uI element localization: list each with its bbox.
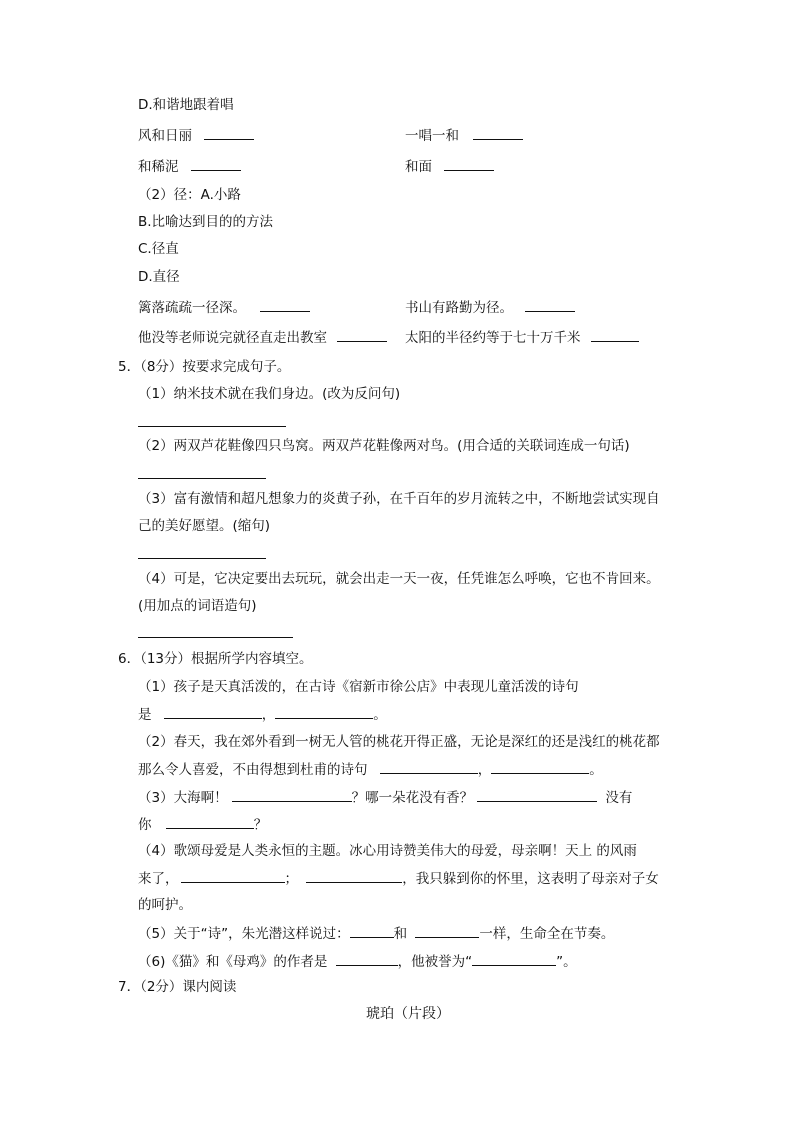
answer-blank[interactable] <box>350 924 394 938</box>
q4-row2-right <box>405 157 494 176</box>
text: ？哪一朵花没有香？ <box>351 790 474 806</box>
text: ，他被誉为“ <box>397 954 473 970</box>
q4-row1-left <box>138 126 254 145</box>
answer-blank[interactable] <box>275 705 373 719</box>
text: ，我只躲到你的怀里，这表明了母亲对子女 <box>402 871 659 887</box>
answer-blank[interactable] <box>525 298 575 312</box>
sentence: 书山有路勤为径。 <box>405 300 513 316</box>
text: （6)《猫》和《母鸡》的作者是 <box>138 954 328 970</box>
q7-heading: 7．（2分）课内阅读 <box>118 979 237 995</box>
answer-blank[interactable] <box>415 924 479 938</box>
q5-sub1: （1）纳米技术就在我们身边。(改为反问句) <box>138 386 401 402</box>
answer-blank[interactable] <box>473 126 523 140</box>
q5-sub2: （2）两双芦花鞋像四只鸟窝。两双芦花鞋像两对鸟。(用合适的关联词连成一句话) <box>138 438 630 454</box>
answer-blank[interactable] <box>232 788 352 802</box>
sentence: 篱落疏疏一径深。 <box>138 300 246 316</box>
q5-sub3-line2: 己的美好愿望。(缩句) <box>138 518 271 534</box>
sentence: 太阳的半径约等于七十万千米 <box>405 330 581 346</box>
answer-blank[interactable] <box>591 328 639 342</box>
q6-sub5 <box>138 924 614 943</box>
q4-sub2-option-b: B.比喻达到目的的方法 <box>138 214 274 230</box>
text: （5）关于“诗”，朱光潜这样说过： <box>138 926 350 942</box>
answer-blank[interactable] <box>204 126 254 140</box>
word: 风和日丽 <box>138 128 192 144</box>
q5-sub1-answer-line[interactable] <box>138 426 286 427</box>
q6-sub3-line2 <box>138 815 267 834</box>
q4-sub2-option-c: C.径直 <box>138 241 179 257</box>
answer-blank[interactable] <box>491 760 589 774</box>
semicolon: ； <box>284 871 298 887</box>
q6-sub4-line1: （4）歌颂母爱是人类永恒的主题。冰心用诗赞美伟大的母爱，母亲啊！天上 的风雨 <box>138 843 637 859</box>
q6-sub4-line3: 的呵护。 <box>138 897 192 913</box>
answer-blank[interactable] <box>380 760 478 774</box>
q6-sub1-line1: （1）孩子是天真活泼的，在古诗《宿新市徐公店》中表现儿童活泼的诗句 <box>138 679 579 695</box>
text: ”。 <box>556 954 577 970</box>
q4-row4-left <box>138 328 387 347</box>
q5-sub2-answer-line[interactable] <box>138 478 266 479</box>
answer-blank[interactable] <box>166 815 254 829</box>
period: 。 <box>589 762 603 778</box>
q5-sub4-answer-line[interactable] <box>138 637 293 638</box>
passage-title: 琥珀（片段） <box>366 1006 450 1022</box>
text: ？ <box>253 817 268 833</box>
q6-sub6 <box>138 952 577 971</box>
answer-blank[interactable] <box>444 157 494 171</box>
q5-sub4-line1: （4）可是，它决定要出去玩玩，就会出走一天一夜，任凭谁怎么呼唤，它也不肯回来。 <box>138 571 660 587</box>
q6-sub3-line1 <box>138 788 632 807</box>
word: 和面 <box>405 159 432 175</box>
q4-row3-left <box>138 298 310 317</box>
answer-blank[interactable] <box>260 298 310 312</box>
text: 那么令人喜爱，不由得想到杜甫的诗句 <box>138 762 368 778</box>
comma: ， <box>261 707 276 723</box>
q4-row4-right <box>405 328 639 347</box>
answer-blank[interactable] <box>164 705 262 719</box>
q5-sub3-line1: （3）富有激情和超凡想象力的炎黄子孙，在千百年的岁月流转之中，不断地尝试实现自 <box>138 491 660 507</box>
period: 。 <box>373 707 387 723</box>
q6-sub2-line1: （2）春天，我在郊外看到一树无人管的桃花开得正盛，无论是深红的还是浅红的桃花都 <box>138 734 660 750</box>
text: 没有 <box>605 790 633 806</box>
word: 和稀泥 <box>138 159 179 175</box>
q5-sub3-answer-line[interactable] <box>138 558 266 559</box>
q4-row1-right <box>405 126 523 145</box>
answer-blank[interactable] <box>191 157 241 171</box>
q4-option-d: D.和谐地跟着唱 <box>138 97 234 113</box>
text: 你 <box>138 817 152 833</box>
text: 和 <box>393 926 408 942</box>
q4-sub2-option-d: D.直径 <box>138 269 180 285</box>
q4-sub2-head: （2）径：A.小路 <box>138 187 241 203</box>
text: 一样，生命全在节奏。 <box>479 926 615 942</box>
q6-sub1-line2 <box>138 705 387 724</box>
answer-blank[interactable] <box>337 328 387 342</box>
text: （3）大海啊！ <box>138 790 228 806</box>
answer-blank[interactable] <box>306 869 402 883</box>
text: 是 <box>138 707 152 723</box>
q6-sub2-line2 <box>138 760 603 779</box>
q5-heading: 5．（8分）按要求完成句子。 <box>118 359 291 375</box>
answer-blank[interactable] <box>477 788 597 802</box>
sentence: 他没等老师说完就径直走出教室 <box>138 330 327 346</box>
text: 来了， <box>138 871 179 887</box>
q6-sub4-line2 <box>138 869 659 888</box>
comma: ， <box>477 762 492 778</box>
word: 一唱一和 <box>405 128 459 144</box>
q4-row2-left <box>138 157 241 176</box>
q5-sub4-line2: (用加点的词语造句) <box>138 598 257 614</box>
answer-blank[interactable] <box>472 952 556 966</box>
q6-heading: 6．（13分）根据所学内容填空。 <box>118 651 313 667</box>
answer-blank[interactable] <box>181 869 285 883</box>
answer-blank[interactable] <box>336 952 398 966</box>
q4-row3-right <box>405 298 575 317</box>
